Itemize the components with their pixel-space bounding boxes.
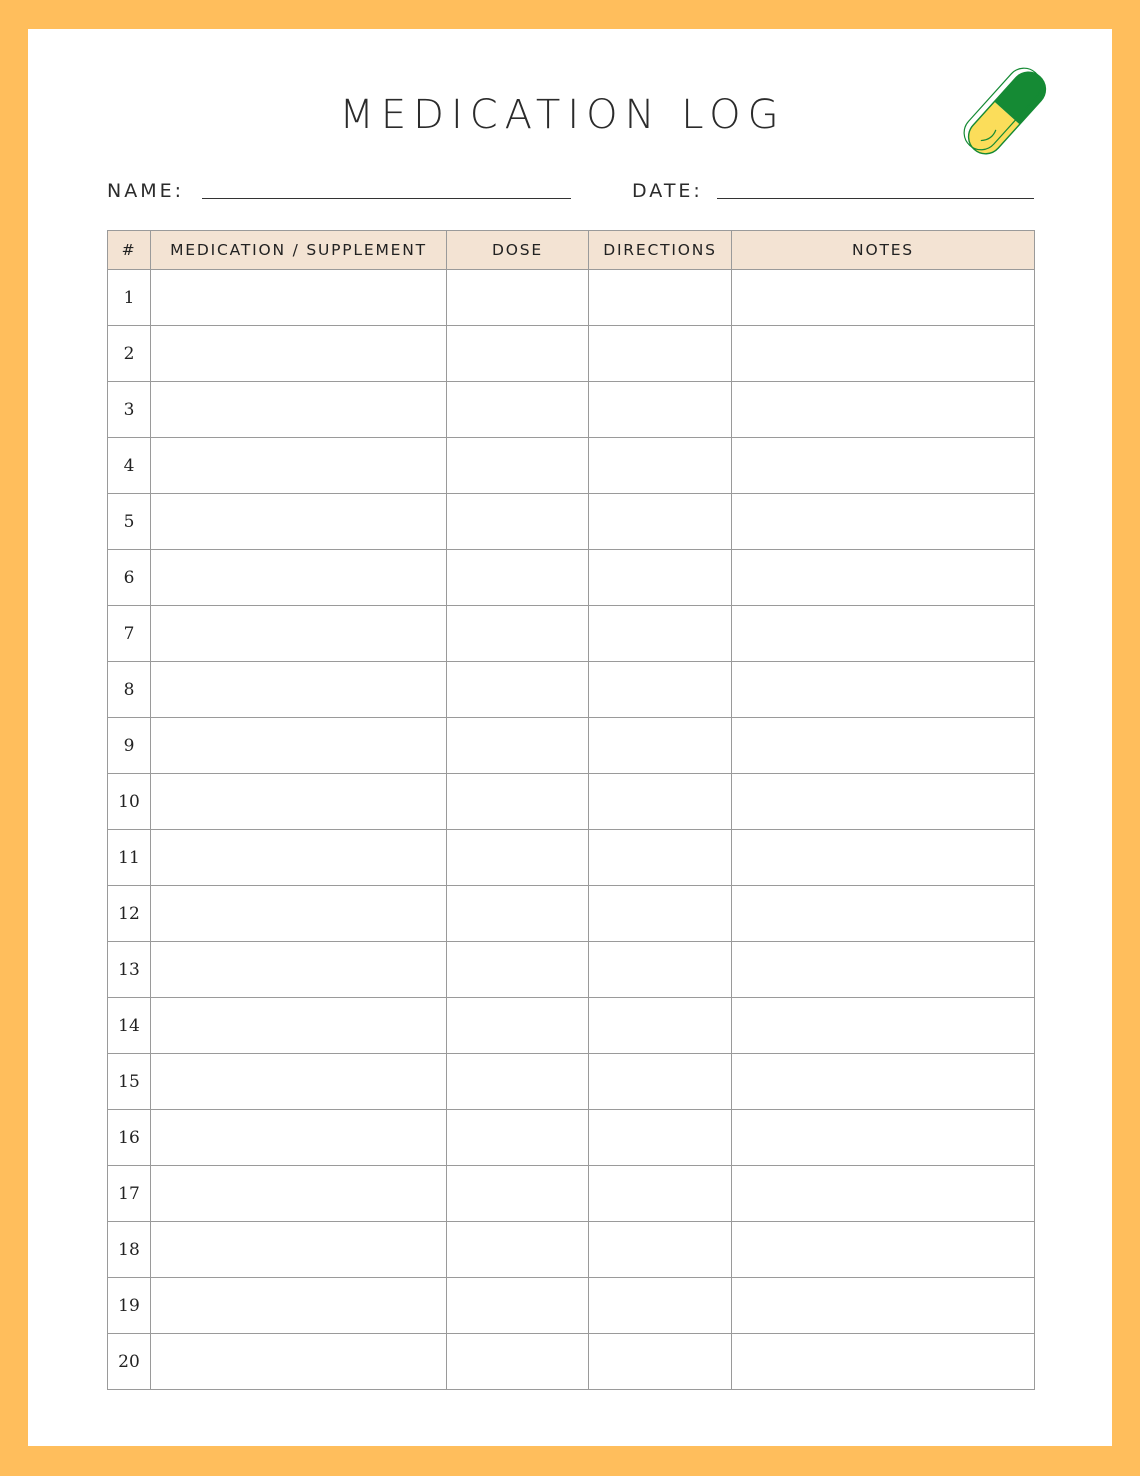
table-row: [108, 494, 1035, 550]
notes-cell[interactable]: [732, 774, 1035, 830]
directions-cell[interactable]: [589, 662, 732, 718]
medication-cell[interactable]: [151, 382, 447, 438]
notes-cell[interactable]: [732, 1278, 1035, 1334]
medication-cell[interactable]: [151, 1222, 447, 1278]
medication-cell[interactable]: [151, 550, 447, 606]
medication-cell[interactable]: [151, 270, 447, 326]
dose-cell[interactable]: [447, 830, 589, 886]
medication-cell[interactable]: [151, 662, 447, 718]
table-row: [108, 550, 1035, 606]
table-row: [108, 998, 1035, 1054]
directions-cell[interactable]: [589, 550, 732, 606]
dose-cell[interactable]: [447, 1334, 589, 1390]
medication-cell[interactable]: [151, 1054, 447, 1110]
table-row: [108, 942, 1035, 998]
dose-cell[interactable]: [447, 382, 589, 438]
medication-cell[interactable]: [151, 998, 447, 1054]
table-header-row: [108, 231, 1035, 270]
row-number: 16: [108, 1110, 151, 1166]
directions-cell[interactable]: [589, 1054, 732, 1110]
medication-cell[interactable]: [151, 1110, 447, 1166]
directions-cell[interactable]: [589, 774, 732, 830]
row-number: 5: [108, 494, 151, 550]
medication-cell[interactable]: [151, 830, 447, 886]
directions-cell[interactable]: [589, 382, 732, 438]
directions-cell[interactable]: [589, 886, 732, 942]
table-row: [108, 830, 1035, 886]
row-number: 14: [108, 998, 151, 1054]
directions-cell[interactable]: [589, 718, 732, 774]
directions-cell[interactable]: [589, 998, 732, 1054]
medication-cell[interactable]: [151, 774, 447, 830]
table-row: [108, 1166, 1035, 1222]
row-number: 18: [108, 1222, 151, 1278]
dose-cell[interactable]: [447, 494, 589, 550]
notes-cell[interactable]: [732, 1054, 1035, 1110]
table-row: [108, 270, 1035, 326]
table-row: [108, 438, 1035, 494]
medication-cell[interactable]: [151, 326, 447, 382]
medication-cell[interactable]: [151, 1166, 447, 1222]
notes-cell[interactable]: [732, 270, 1035, 326]
directions-cell[interactable]: [589, 494, 732, 550]
directions-cell[interactable]: [589, 1166, 732, 1222]
dose-cell[interactable]: [447, 270, 589, 326]
medication-cell[interactable]: [151, 1334, 447, 1390]
directions-cell[interactable]: [589, 1334, 732, 1390]
dose-cell[interactable]: [447, 718, 589, 774]
table-row: [108, 1110, 1035, 1166]
dose-cell[interactable]: [447, 1110, 589, 1166]
notes-cell[interactable]: [732, 494, 1035, 550]
table-row: [108, 662, 1035, 718]
name-label: NAME:: [107, 180, 185, 202]
medication-log-table: [107, 230, 1035, 1390]
dose-cell[interactable]: [447, 774, 589, 830]
directions-cell[interactable]: [589, 1222, 732, 1278]
row-number: 10: [108, 774, 151, 830]
dose-cell[interactable]: [447, 326, 589, 382]
dose-cell[interactable]: [447, 1054, 589, 1110]
notes-cell[interactable]: [732, 1166, 1035, 1222]
dose-cell[interactable]: [447, 998, 589, 1054]
directions-cell[interactable]: [589, 606, 732, 662]
directions-cell[interactable]: [589, 830, 732, 886]
notes-cell[interactable]: [732, 438, 1035, 494]
row-number: 8: [108, 662, 151, 718]
table-row: [108, 326, 1035, 382]
dose-cell[interactable]: [447, 662, 589, 718]
row-number: 4: [108, 438, 151, 494]
header-dose: DOSE: [447, 231, 589, 270]
table-row: [108, 1334, 1035, 1390]
row-number: 19: [108, 1278, 151, 1334]
dose-cell[interactable]: [447, 1222, 589, 1278]
table-row: [108, 774, 1035, 830]
notes-cell[interactable]: [732, 1110, 1035, 1166]
medication-cell[interactable]: [151, 606, 447, 662]
directions-cell[interactable]: [589, 438, 732, 494]
notes-cell[interactable]: [732, 1334, 1035, 1390]
notes-cell[interactable]: [732, 550, 1035, 606]
row-number: 1: [108, 270, 151, 326]
row-number: 15: [108, 1054, 151, 1110]
date-label: DATE:: [632, 180, 703, 202]
notes-cell[interactable]: [732, 606, 1035, 662]
notes-cell[interactable]: [732, 942, 1035, 998]
medication-cell[interactable]: [151, 942, 447, 998]
notes-cell[interactable]: [732, 662, 1035, 718]
medication-cell[interactable]: [151, 438, 447, 494]
row-number: 13: [108, 942, 151, 998]
dose-cell[interactable]: [447, 1278, 589, 1334]
notes-cell[interactable]: [732, 998, 1035, 1054]
directions-cell[interactable]: [589, 1278, 732, 1334]
row-number: 7: [108, 606, 151, 662]
row-number: 11: [108, 830, 151, 886]
pill-capsule-icon: [955, 60, 1060, 166]
page-title: MEDICATION LOG: [339, 92, 786, 138]
dose-cell[interactable]: [447, 886, 589, 942]
table-row: [108, 382, 1035, 438]
row-number: 20: [108, 1334, 151, 1390]
row-number: 6: [108, 550, 151, 606]
notes-cell[interactable]: [732, 326, 1035, 382]
name-field[interactable]: [202, 198, 571, 199]
directions-cell[interactable]: [589, 326, 732, 382]
directions-cell[interactable]: [589, 270, 732, 326]
table-row: [108, 1222, 1035, 1278]
row-number: 9: [108, 718, 151, 774]
row-number: 12: [108, 886, 151, 942]
dose-cell[interactable]: [447, 438, 589, 494]
directions-cell[interactable]: [589, 1110, 732, 1166]
row-number: 17: [108, 1166, 151, 1222]
table-row: [108, 886, 1035, 942]
notes-cell[interactable]: [732, 1222, 1035, 1278]
table-row: [108, 1054, 1035, 1110]
dose-cell[interactable]: [447, 606, 589, 662]
header-medication: MEDICATION / SUPPLEMENT: [151, 231, 447, 270]
header-number: #: [108, 231, 151, 270]
header-directions: DIRECTIONS: [589, 231, 732, 270]
medication-cell[interactable]: [151, 494, 447, 550]
dose-cell[interactable]: [447, 942, 589, 998]
notes-cell[interactable]: [732, 718, 1035, 774]
medication-cell[interactable]: [151, 886, 447, 942]
table-row: [108, 718, 1035, 774]
table-row: [108, 1278, 1035, 1334]
row-number: 2: [108, 326, 151, 382]
notes-cell[interactable]: [732, 886, 1035, 942]
date-field[interactable]: [717, 198, 1034, 199]
table-row: [108, 606, 1035, 662]
medication-cell[interactable]: [151, 718, 447, 774]
header-notes: NOTES: [732, 231, 1035, 270]
row-number: 3: [108, 382, 151, 438]
dose-cell[interactable]: [447, 1166, 589, 1222]
notes-cell[interactable]: [732, 830, 1035, 886]
table-body: [108, 270, 1035, 1390]
medication-cell[interactable]: [151, 1278, 447, 1334]
dose-cell[interactable]: [447, 550, 589, 606]
directions-cell[interactable]: [589, 942, 732, 998]
notes-cell[interactable]: [732, 382, 1035, 438]
